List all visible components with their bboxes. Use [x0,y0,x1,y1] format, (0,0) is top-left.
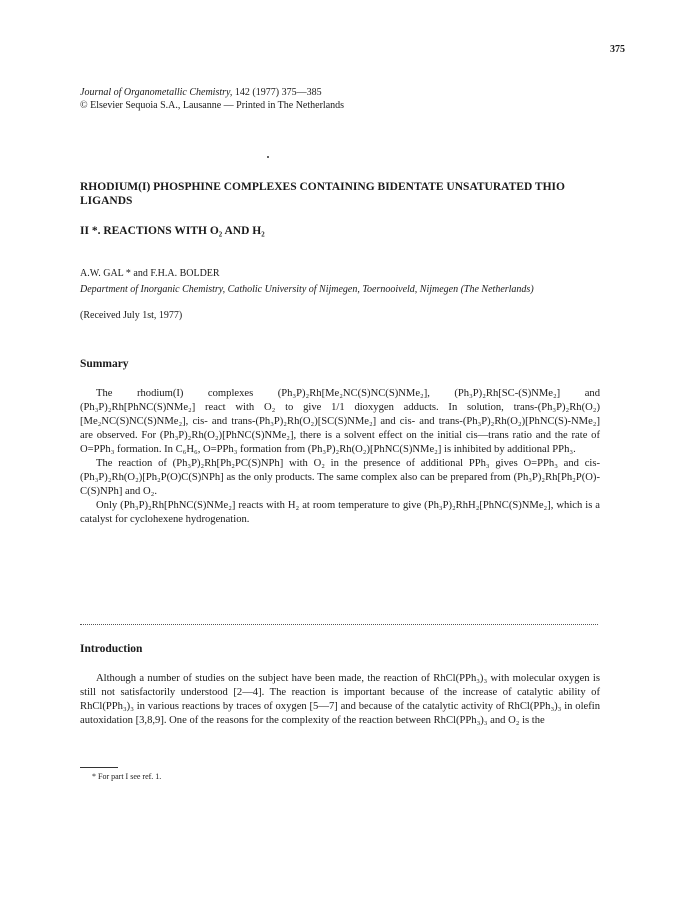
introduction-heading: Introduction [80,643,143,655]
received-date: (Received July 1st, 1977) [80,310,183,321]
journal-volume: 142 (1977) 375—385 [232,87,322,98]
authors: A.W. GAL * and F.H.A. BOLDER [80,268,220,279]
affiliation: Department of Inorganic Chemistry, Catholic University of Nijmegen, Toernooiveld, Nijmegen (The Netherlands) [80,284,534,295]
summary-paragraph: The rhodium(I) complexes (Ph₃P)₂Rh[Me₂NC(S)NC(S)NMe₂], (Ph₃P)₂Rh[SC-(S)NMe₂] and (Ph₃P)₂Rh[PhNC(S)NMe₂] react with O₂ to give 1/1 dioxygen adducts. In solution, trans-(Ph₃P)₂Rh(O₂)[Me₂NC(S)NC(S)NMe₂], cis- and trans-(Ph₃P)₂Rh(O₂)[SC(S)NMe₂] and cis- and trans-(Ph₃P)₂Rh(O₂)[PhNC(S)-NMe₂] are observed. For (Ph₃P)₂Rh(O₂)[PhNC(S)NMe₂], there is a solvent effect on the initial cis—trans ratio and the rate of O=PPh₃ formation. In C₆H₆, O=PPh₃ formation from (Ph₃P)₂Rh(O₂)[PhNC(S)NMe₂] is inhibited by additional PPh₃. [80,388,600,455]
section-divider [80,624,598,625]
summary-heading: Summary [80,358,129,370]
summary-body [80,387,600,527]
introduction-paragraph: Although a number of studies on the subject have been made, the reaction of RhCl(PPh₃)₃ with molecular oxygen is still not satisfactorily understood [2—4]. The reaction is important because of the increase of catalytic ability of RhCl(PPh₃)₃ in various reactions by traces of oxygen [5—7] and because of the catalytic activity of RhCl(PPh₃)₃ in olefin autoxidation [3,8,9]. One of the reasons for the complexity of the reaction between RhCl(PPh₃)₃ and O₂ is the [80,673,600,726]
summary-paragraph: Only (Ph₃P)₂Rh[PhNC(S)NMe₂] reacts with H₂ at room temperature to give (Ph₃P)₂RhH₂[PhNC(S)NMe₂], which is a catalyst for cyclohexene hydrogenation. [80,500,600,525]
copyright-line: © Elsevier Sequoia S.A., Lausanne — Printed in The Netherlands [80,100,345,111]
page-number: 375 [610,44,625,55]
article-title: RHODIUM(I) PHOSPHINE COMPLEXES CONTAINING BIDENTATE UNSATURATED THIO LIGANDS [80,181,565,207]
footnote-rule [80,767,118,768]
journal-name: Journal of Organometallic Chemistry, [80,87,233,98]
decorative-dot [267,156,269,158]
introduction-body [80,672,600,728]
footnote: * For part I see ref. 1. [92,772,162,781]
journal-citation [80,86,344,112]
summary-paragraph: The reaction of (Ph₃P)₂Rh[Ph₂PC(S)NPh] with O₂ in the presence of additional PPh₃ gives O=PPh₃ and cis-(Ph₃P)₂Rh(O₂)[Ph₂P(O)C(S)NPh] as the only products. The same complex also can be prepared from (Ph₃P)₂Rh[Ph₂P(O)-C(S)NPh] and O₂. [80,458,600,497]
article-subtitle: II *. REACTIONS WITH O₂ AND H₂ [80,225,265,237]
